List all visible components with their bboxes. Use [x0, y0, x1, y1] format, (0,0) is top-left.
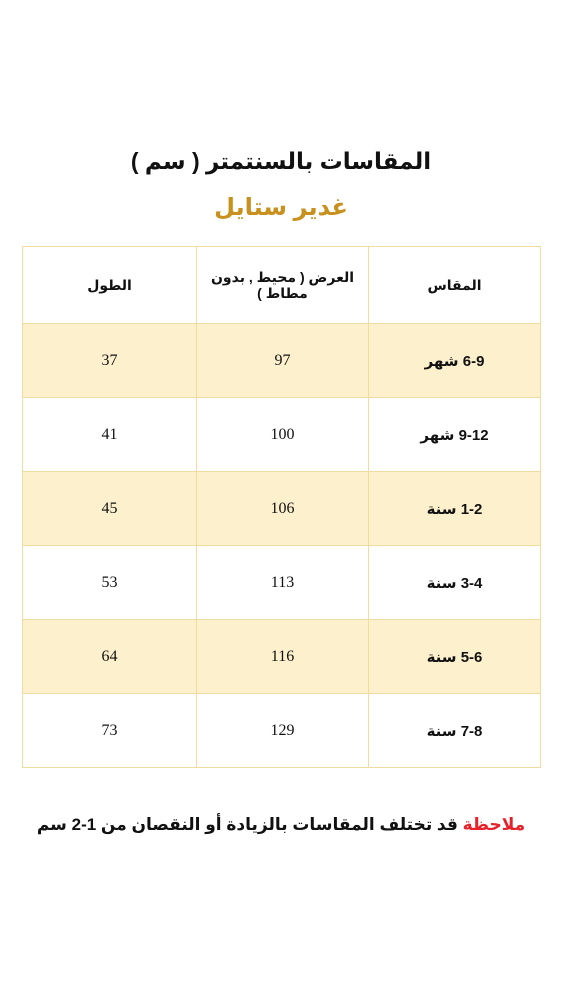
cell-length: 53 — [23, 546, 197, 620]
cell-width: 106 — [197, 472, 369, 546]
table-header-row — [23, 247, 541, 324]
table-row — [23, 546, 541, 620]
note-label: ملاحظة — [462, 815, 526, 834]
header-length: الطول — [23, 247, 197, 324]
cell-length: 37 — [23, 324, 197, 398]
cell-size: 1-2 سنة — [369, 472, 541, 546]
cell-width: 116 — [197, 620, 369, 694]
table-row — [23, 694, 541, 768]
cell-size: 6-9 شهر — [369, 324, 541, 398]
cell-size: 5-6 سنة — [369, 620, 541, 694]
cell-width: 129 — [197, 694, 369, 768]
brand-name: غدير ستايل — [214, 194, 348, 221]
header-width: العرض ( محيط , بدون مطاط ) — [197, 247, 369, 324]
cell-size: 3-4 سنة — [369, 546, 541, 620]
cell-width: 97 — [197, 324, 369, 398]
page-title: المقاسات بالسنتمتر ( سم ) — [130, 148, 432, 174]
table-row — [23, 324, 541, 398]
size-chart-table — [22, 246, 541, 768]
cell-width: 113 — [197, 546, 369, 620]
cell-width: 100 — [197, 398, 369, 472]
cell-length: 73 — [23, 694, 197, 768]
cell-length: 41 — [23, 398, 197, 472]
header-size: المقاس — [369, 247, 541, 324]
cell-length: 64 — [23, 620, 197, 694]
table-row — [23, 472, 541, 546]
note-text: قد تختلف المقاسات بالزيادة أو النقصان من 1-2 سم — [36, 815, 458, 834]
cell-size: 7-8 سنة — [369, 694, 541, 768]
cell-size: 9-12 شهر — [369, 398, 541, 472]
table-row — [23, 620, 541, 694]
table-row — [23, 398, 541, 472]
size-note — [0, 815, 562, 835]
cell-length: 45 — [23, 472, 197, 546]
